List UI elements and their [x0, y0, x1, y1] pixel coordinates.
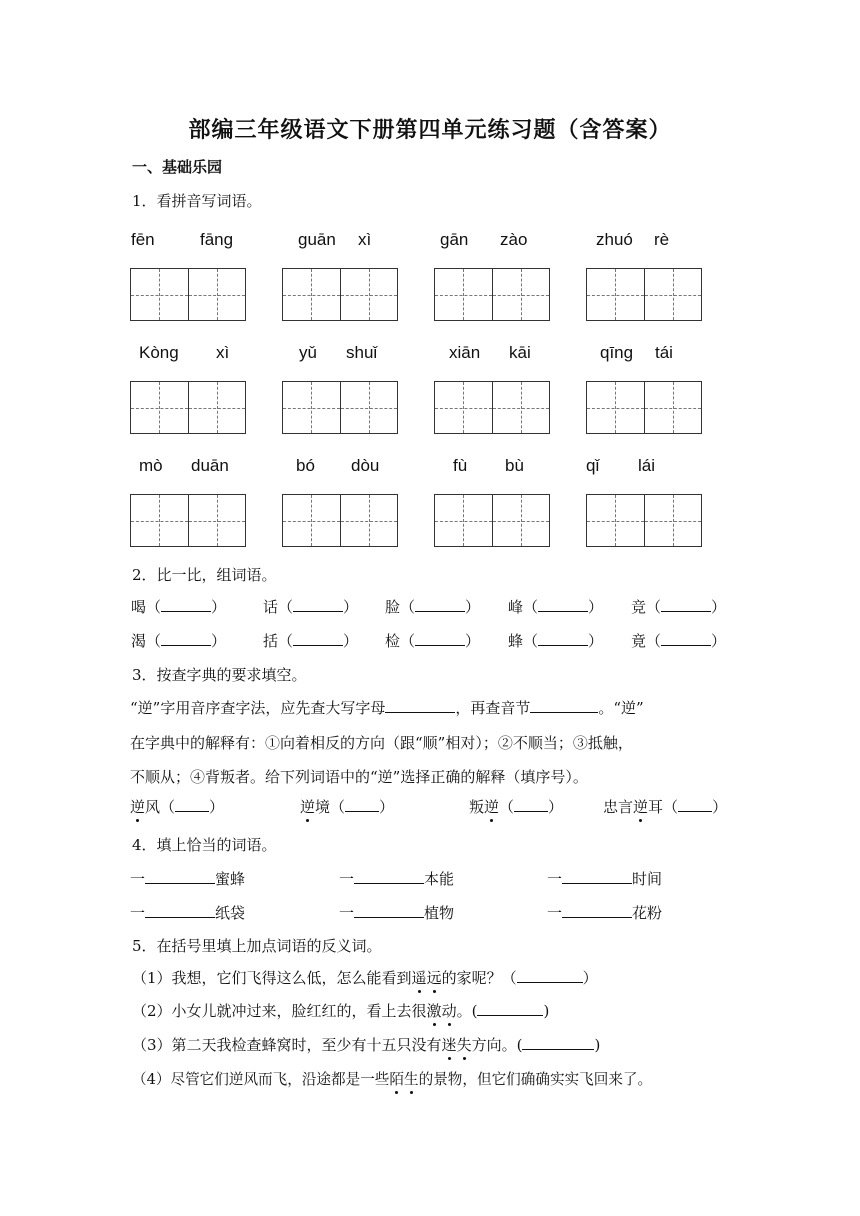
sentence-3: （3）第二天我检查蜂窝时，至少有十五只没有迷失方向。( )	[132, 1036, 601, 1054]
writing-grid[interactable]	[282, 381, 398, 433]
answer-blank[interactable]	[415, 630, 465, 646]
page-title: 部编三年级语文下册第四单元练习题（含答案）	[188, 118, 672, 143]
writing-grid[interactable]	[282, 268, 398, 320]
pinyin: zào	[500, 230, 528, 249]
pinyin: Kòng	[139, 343, 179, 362]
answer-blank[interactable]	[161, 630, 211, 646]
fill-item: 一 本能	[339, 870, 455, 888]
question-2-label: 2．比一比，组词语。	[132, 566, 277, 584]
pinyin: shuǐ	[346, 343, 378, 362]
answer-blank[interactable]	[538, 596, 588, 612]
sentence-1: （1）我想，它们飞得这么低，怎么能看到遥远的家呢？（ ）	[132, 969, 598, 987]
compare-item: 竞（ ）	[631, 598, 727, 616]
fill-item: 一 纸袋	[130, 904, 246, 922]
answer-blank[interactable]	[514, 796, 548, 812]
writing-grid[interactable]	[434, 268, 550, 320]
answer-blank[interactable]	[161, 596, 211, 612]
writing-grid[interactable]	[130, 381, 246, 433]
question-3-label: 3．按查字典的要求填空。	[132, 666, 307, 684]
fill-item: 一 花粉	[547, 904, 663, 922]
compare-item: 竟（ ）	[631, 632, 727, 650]
pinyin: xì	[216, 343, 230, 362]
compare-item: 喝（ ）	[131, 598, 227, 616]
compare-item: 脸（ ）	[385, 598, 481, 616]
pinyin: bó	[296, 456, 315, 475]
character: 脸	[385, 598, 401, 616]
character: 检	[385, 632, 401, 650]
letter-blank[interactable]	[385, 697, 455, 713]
pinyin: lái	[638, 456, 656, 475]
dotted-char: 逆	[633, 798, 649, 816]
answer-blank[interactable]	[354, 868, 424, 884]
answer-blank[interactable]	[562, 868, 632, 884]
answer-blank[interactable]	[522, 1034, 594, 1050]
pinyin: xì	[358, 230, 372, 249]
answer-blank[interactable]	[661, 596, 711, 612]
writing-grid[interactable]	[586, 268, 702, 320]
sentence-2: （2）小女儿就冲过来，脸红红的，看上去很激动。( )	[132, 1002, 550, 1020]
answer-blank[interactable]	[415, 596, 465, 612]
sentence-4: （4）尽管它们逆风而飞，沿途都是一些陌生的景物，但它们确确实实飞回来了。	[132, 1068, 652, 1089]
pinyin: qīng	[600, 343, 634, 362]
pinyin: guān	[298, 230, 336, 249]
writing-grid[interactable]	[130, 494, 246, 546]
answer-blank[interactable]	[175, 796, 209, 812]
pinyin: qǐ	[586, 456, 600, 475]
answer-blank[interactable]	[145, 868, 215, 884]
syllable-blank[interactable]	[530, 697, 598, 713]
compare-item: 蜂（ ）	[508, 632, 604, 650]
pinyin: fēn	[131, 230, 155, 249]
answer-blank[interactable]	[538, 630, 588, 646]
question-4-label: 4．填上恰当的词语。	[132, 836, 277, 854]
pinyin: fāng	[200, 230, 234, 249]
section-heading: 一、基础乐园	[132, 158, 223, 176]
question-3-line-2: 在字典中的解释有：①向着相反的方向（跟“顺”相对）；②不顺当；③抵触，	[130, 734, 633, 752]
pinyin: rè	[654, 230, 670, 249]
fill-item: 一 植物	[339, 904, 455, 922]
word-item: 逆风（ ）	[130, 798, 225, 816]
pinyin: zhuó	[596, 230, 633, 249]
question-1-label: 1．看拼音写词语。	[132, 192, 262, 210]
writing-grid[interactable]	[130, 268, 246, 320]
answer-blank[interactable]	[293, 630, 343, 646]
character: 渴	[131, 632, 147, 650]
writing-grid[interactable]	[586, 381, 702, 433]
answer-blank[interactable]	[145, 902, 215, 918]
character: 蜂	[508, 632, 524, 650]
fill-item: 一 蜜蜂	[130, 870, 246, 888]
question-3-line-1: “逆”字用音序查字法，应先查大写字母 ，再查音节 。“逆”	[130, 699, 644, 717]
question-3-line-3: 不顺从；④背叛者。给下列词语中的“逆”选择正确的解释（填序号）。	[130, 768, 588, 786]
word-item: 叛逆（ ）	[469, 798, 564, 816]
pinyin: duān	[191, 456, 229, 475]
pinyin: kāi	[509, 343, 531, 362]
compare-item: 检（ ）	[385, 632, 481, 650]
writing-grid[interactable]	[434, 381, 550, 433]
dotted-char: 逆	[484, 798, 500, 816]
pinyin: fù	[453, 456, 468, 475]
dotted-char: 逆	[300, 798, 316, 816]
answer-blank[interactable]	[345, 796, 379, 812]
compare-item: 话（ ）	[263, 598, 359, 616]
answer-blank[interactable]	[661, 630, 711, 646]
compare-item: 渴（ ）	[131, 632, 227, 650]
word-item: 忠言逆耳（ ）	[603, 798, 728, 816]
dotted-char: 逆	[130, 798, 146, 816]
answer-blank[interactable]	[354, 902, 424, 918]
compare-item: 峰（ ）	[508, 598, 604, 616]
pinyin: mò	[139, 456, 163, 475]
word-item: 逆境（ ）	[300, 798, 395, 816]
character: 竟	[631, 632, 647, 650]
answer-blank[interactable]	[477, 1000, 543, 1016]
pinyin: bù	[505, 456, 524, 475]
fill-item: 一 时间	[547, 870, 663, 888]
question-5-label: 5．在括号里填上加点词语的反义词。	[132, 937, 382, 955]
compare-item: 括（ ）	[263, 632, 359, 650]
character: 峰	[508, 598, 524, 616]
pinyin: tái	[655, 343, 673, 362]
answer-blank[interactable]	[293, 596, 343, 612]
writing-grid[interactable]	[282, 494, 398, 546]
answer-blank[interactable]	[517, 967, 583, 983]
pinyin: yǔ	[299, 343, 317, 362]
writing-grid[interactable]	[434, 494, 550, 546]
character: 话	[263, 598, 279, 616]
answer-blank[interactable]	[678, 796, 712, 812]
character: 竞	[631, 598, 647, 616]
answer-blank[interactable]	[562, 902, 632, 918]
writing-grid[interactable]	[586, 494, 702, 546]
pinyin: gān	[440, 230, 469, 249]
pinyin: xiān	[449, 343, 481, 362]
character: 括	[263, 632, 279, 650]
character: 喝	[131, 598, 147, 616]
pinyin: dòu	[351, 456, 380, 475]
